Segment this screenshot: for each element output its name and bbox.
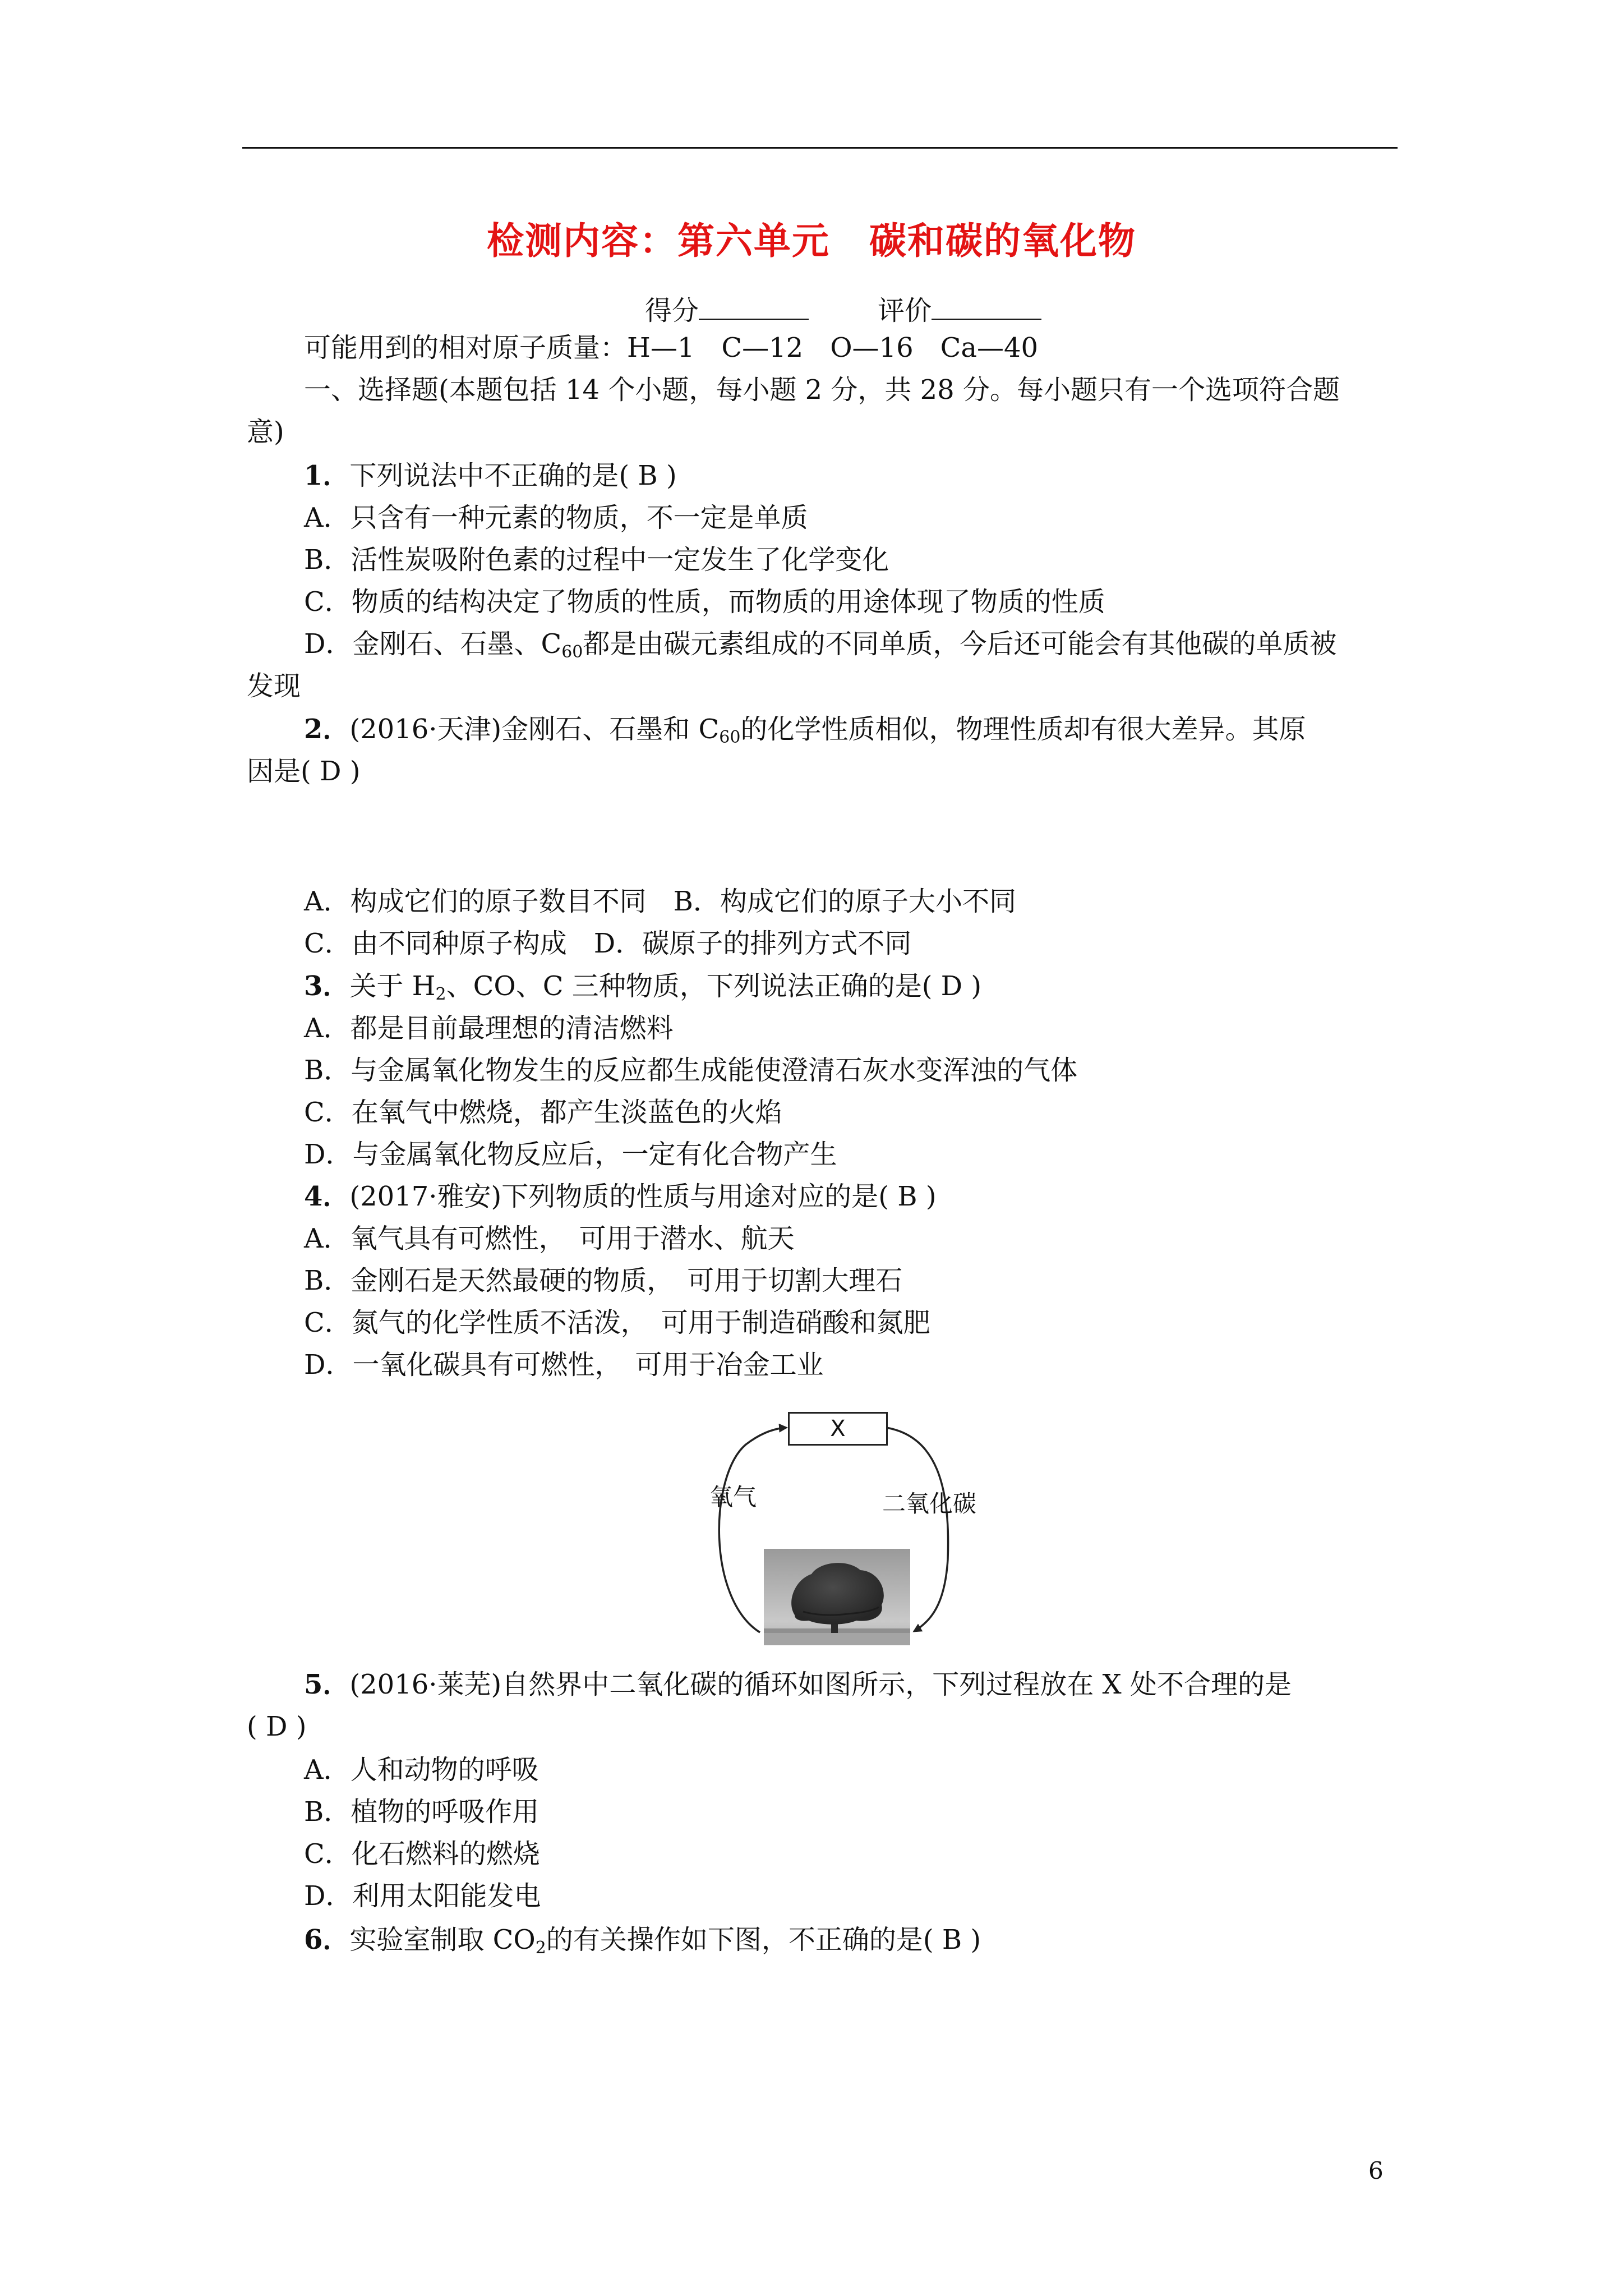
q5-option-d: D．利用太阳能发电 — [304, 1880, 541, 1912]
q2-options-ab: A．构成它们的原子数目不同 B．构成它们的原子大小不同 — [304, 886, 1016, 917]
q3-answer: D — [932, 970, 971, 1002]
section-heading: 一、选择题(本题包括 14 个小题，每小题 2 分，共 28 分。每小题只有一个选项符合题 — [304, 374, 1340, 406]
q1-option-d: D．金刚石、石墨、$C_{60}$都是由碳元素组成的不同单质，今后还可能会有其他碳的单质被 — [304, 628, 1337, 662]
eval-label: 评价 — [878, 295, 932, 326]
q1-option-c: C．物质的结构决定了物质的性质，而物质的用途体现了物质的性质 — [304, 586, 1105, 618]
eval-blank[interactable] — [932, 296, 1041, 320]
q4-stem: 4．(2017·雅安)下列物质的性质与用途对应的是( B ) — [304, 1181, 937, 1212]
q1-option-a: A．只含有一种元素的物质，不一定是单质 — [304, 502, 808, 533]
header-rule — [242, 147, 1398, 149]
diagram-label-co2: 二氧化碳 — [882, 1490, 977, 1517]
q2-stem-cont: 因是( D ) — [247, 756, 361, 787]
score-blank[interactable] — [699, 296, 809, 320]
q2-stem: 2．(2016·天津)金刚石、石墨和 $C_{60}$的化学性质相似，物理性质却有很大差异。其原 — [304, 714, 1306, 747]
eval-field — [878, 289, 1041, 328]
q5-stem: 5．(2016·莱芜)自然界中二氧化碳的循环如图所示，下列过程放在 X 处不合理的是 — [304, 1669, 1292, 1700]
q3-option-b: B．与金属氧化物发生的反应都生成能使澄清石灰水变浑浊的气体 — [304, 1055, 1078, 1086]
q3-option-c: C．在氧气中燃烧，都产生淡蓝色的火焰 — [304, 1097, 782, 1128]
q5-answer: D — [257, 1711, 296, 1742]
page-number: 6 — [1368, 2157, 1384, 2184]
q4-option-b: B．金刚石是天然最硬的物质， 可用于切割大理石 — [304, 1265, 903, 1296]
q1-answer: B — [629, 460, 666, 491]
q4-option-a: A．氧气具有可燃性， 可用于潜水、航天 — [304, 1223, 795, 1254]
q3-option-a: A．都是目前最理想的清洁燃料 — [304, 1013, 674, 1044]
score-field — [645, 289, 809, 328]
title-unit: 检测内容：第六单元 — [487, 219, 830, 263]
score-label: 得分 — [645, 295, 699, 326]
q3-option-d: D．与金属氧化物反应后，一定有化合物产生 — [304, 1139, 837, 1170]
tree-photo — [764, 1549, 910, 1645]
diagram-label-oxygen: 氧气 — [709, 1483, 757, 1511]
q5-option-b: B．植物的呼吸作用 — [304, 1796, 540, 1828]
q5-option-a: A．人和动物的呼吸 — [304, 1754, 539, 1786]
q4-option-d: D．一氧化碳具有可燃性， 可用于冶金工业 — [304, 1349, 824, 1381]
atomic-masses: 可能用到的相对原子质量：H—1 C—12 O—16 Ca—40 — [304, 332, 1039, 364]
q6-answer: B — [933, 1924, 971, 1955]
q4-option-c: C．氮气的化学性质不活泼， 可用于制造硝酸和氮肥 — [304, 1307, 930, 1338]
q2-answer: D — [311, 756, 350, 787]
q3-stem: 3．关于 $H_2$、CO、C 三种物质，下列说法正确的是( D ) — [304, 970, 982, 1004]
page-title — [0, 211, 1623, 264]
diagram-x-box: X — [788, 1412, 888, 1446]
q6-stem: 6．实验室制取 $CO_2$的有关操作如下图，不正确的是( B ) — [304, 1924, 981, 1958]
q1-option-d-cont: 发现 — [247, 670, 301, 702]
title-topic: 碳和碳的氧化物 — [869, 219, 1136, 263]
q5-option-c: C．化石燃料的燃烧 — [304, 1838, 540, 1870]
q4-answer: B — [889, 1181, 926, 1212]
section-heading-cont: 意) — [247, 416, 284, 448]
q1-stem: 1．下列说法中不正确的是( B ) — [304, 460, 677, 491]
q5-stem-cont: ( D ) — [247, 1711, 307, 1742]
q2-options-cd: C．由不同种原子构成 D．碳原子的排列方式不同 — [304, 928, 912, 959]
q1-option-b: B．活性炭吸附色素的过程中一定发生了化学变化 — [304, 544, 889, 576]
